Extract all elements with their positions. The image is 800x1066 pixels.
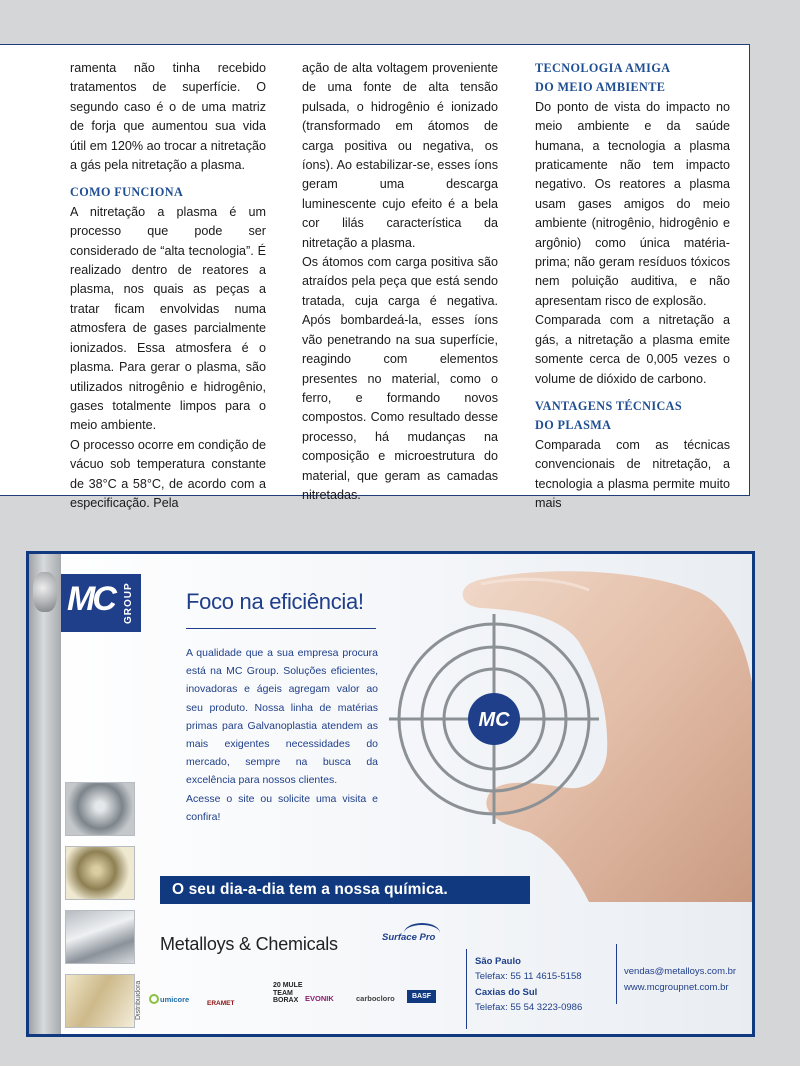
ad-call-to-action: Acesse o site ou solicite uma visita e confira! bbox=[186, 792, 378, 823]
city-caxias-do-sul: Caxias do Sul bbox=[475, 986, 538, 998]
umicore-text: umicore bbox=[160, 995, 190, 1004]
surface-pro-text: Surface Pro bbox=[382, 932, 436, 943]
article-column-2 bbox=[302, 59, 498, 505]
umicore-icon bbox=[149, 994, 159, 1004]
section-heading-vantagens-line2: DO PLASMA bbox=[535, 418, 612, 433]
logo-group-text: GROUP bbox=[123, 582, 134, 624]
advertisement[interactable] bbox=[26, 551, 755, 1037]
umicore-logo bbox=[149, 994, 189, 1004]
city-sao-paulo: São Paulo bbox=[475, 956, 521, 967]
section-heading-tecnologia-line2: DO MEIO AMBIENTE bbox=[535, 80, 666, 95]
paragraph: O processo ocorre em condição de vácuo sob temperatura constante de 38°C a 58°C, de acordo com a especificação. Pela bbox=[70, 437, 267, 510]
phone-sao-paulo[interactable]: Telefax: 55 11 4615-5158 bbox=[475, 971, 582, 983]
section-heading-tecnologia-line1: TECNOLOGIA AMIGA bbox=[535, 61, 671, 75]
contact-divider bbox=[466, 949, 467, 1029]
headline-divider bbox=[186, 628, 376, 629]
article-panel bbox=[0, 44, 750, 510]
surface-pro-logo bbox=[382, 932, 435, 943]
article-column-1 bbox=[70, 59, 266, 513]
article-column-3 bbox=[535, 59, 730, 513]
paragraph: Comparada com a nitretação a gás, a nitretação a plasma emite somente cerca de 0,005 vezes o volume de dióxido de carbono. bbox=[535, 313, 730, 386]
basf-logo: BASF bbox=[407, 990, 436, 1003]
contact-block bbox=[475, 954, 582, 1015]
ad-paragraph: A qualidade que a sua empresa procura está na MC Group. Soluções eficientes, inovadoras e ágeis agregam valor ao seu produto. Nossa linha de matérias primas para Galvanoplastia atendem as mais exigentes necessidades do mercado, sempre na busca da excelência para nossos clientes. bbox=[186, 647, 378, 787]
distributor-label: Distribuidora bbox=[135, 980, 142, 1020]
website-link[interactable]: www.mcgroupnet.com.br bbox=[624, 981, 729, 993]
web-contact-block bbox=[624, 964, 736, 995]
product-thumbnail bbox=[65, 782, 135, 836]
email-link[interactable]: vendas@metalloys.com.br bbox=[624, 966, 737, 977]
metal-strip-image bbox=[29, 554, 61, 1034]
product-thumbnail bbox=[65, 974, 135, 1028]
carbocloro-logo: carbocloro bbox=[356, 994, 395, 1003]
advertisement-content bbox=[29, 554, 752, 1034]
target-crosshair-image bbox=[389, 614, 599, 824]
logo-mc-text: MC bbox=[67, 580, 114, 618]
slogan-banner: O seu dia-a-dia tem a nossa química. bbox=[160, 876, 530, 904]
phone-caxias-do-sul[interactable]: Telefax: 55 54 3223-0986 bbox=[475, 1001, 583, 1013]
web-divider bbox=[616, 944, 617, 1004]
paragraph: Do ponto de vista do impacto no meio ambiente e da saúde humana, a tecnologia a plasma praticamente não tem impacto negativo. Os reatores a plasma usam gases amigos do meio ambiente (nitrogênio, hidrogênio e argônio) como única matéria-prima; não geram resíduos tóxicos nem poluição auditiva, e não apresentam risco de explosão. bbox=[535, 99, 730, 308]
product-thumbnail bbox=[65, 910, 135, 964]
paragraph: ação de alta voltagem proveniente de uma fonte de alta tensão pulsada, o hidrogênio é ionizado (transformado em átomos de carga positiva ou negativa, os íons). Ao estabilizar-se, esses íons geram uma descarga luminescente cujo efeito é a bela cor lilás característica da nitretação a plasma. bbox=[302, 61, 498, 250]
product-thumbnails bbox=[65, 782, 137, 1034]
mc-group-logo bbox=[61, 574, 141, 632]
paragraph: Comparada com as técnicas convencionais de nitretação, a tecnologia a plasma permite muito mais bbox=[535, 437, 730, 510]
paragraph: ramenta não tinha recebido tratamentos de superfície. O segundo caso é o de uma matriz de forja que aumentou sua vida útil em 120% ao trocar a nitretação a gás pela nitretação a plasma. bbox=[70, 61, 266, 173]
company-name: Metalloys & Chemicals bbox=[160, 934, 338, 954]
surface-pro-arc-icon bbox=[404, 923, 440, 943]
ad-headline: Foco na eficiência! bbox=[186, 589, 364, 614]
product-thumbnail bbox=[65, 846, 135, 900]
paragraph: A nitretação a plasma é um processo que pode ser considerado de “alta tecnologia”. É realizado dentro de reatores a plasma, nos quais as peças a tratar ficam envolvidas numa atmosfera de gases parcialmente ionizados. Essa atmosfera é o plasma. Para gerar o plasma, são utilizados nitrogênio e hidrogênio, gases totalmente limpos para o meio ambiente. bbox=[70, 204, 266, 433]
section-heading-como-funciona: COMO FUNCIONA bbox=[70, 185, 184, 200]
section-heading-vantagens-line1: VANTAGENS TÉCNICAS bbox=[535, 398, 683, 413]
target-logo-text: MC bbox=[478, 709, 510, 731]
mule-team-logo: 20 MULE TEAM BORAX bbox=[273, 982, 303, 1004]
evonik-logo: EVONIK bbox=[305, 994, 334, 1003]
paragraph: Os átomos com carga positiva são atraídos pela peça que está sendo tratada, cuja carga é negativa. Após bombardeá-la, esses íons vão penetrando na sua superfície, reagindo com elementos presentes no material, como o ferro, e formando novos compostos. Como resultado desse processo, há mudanças na composição e microestrutura do material, que geram as camadas nitretadas. bbox=[302, 255, 498, 502]
ad-body-text bbox=[186, 644, 378, 826]
eramet-logo: ERAMET bbox=[207, 1000, 235, 1007]
